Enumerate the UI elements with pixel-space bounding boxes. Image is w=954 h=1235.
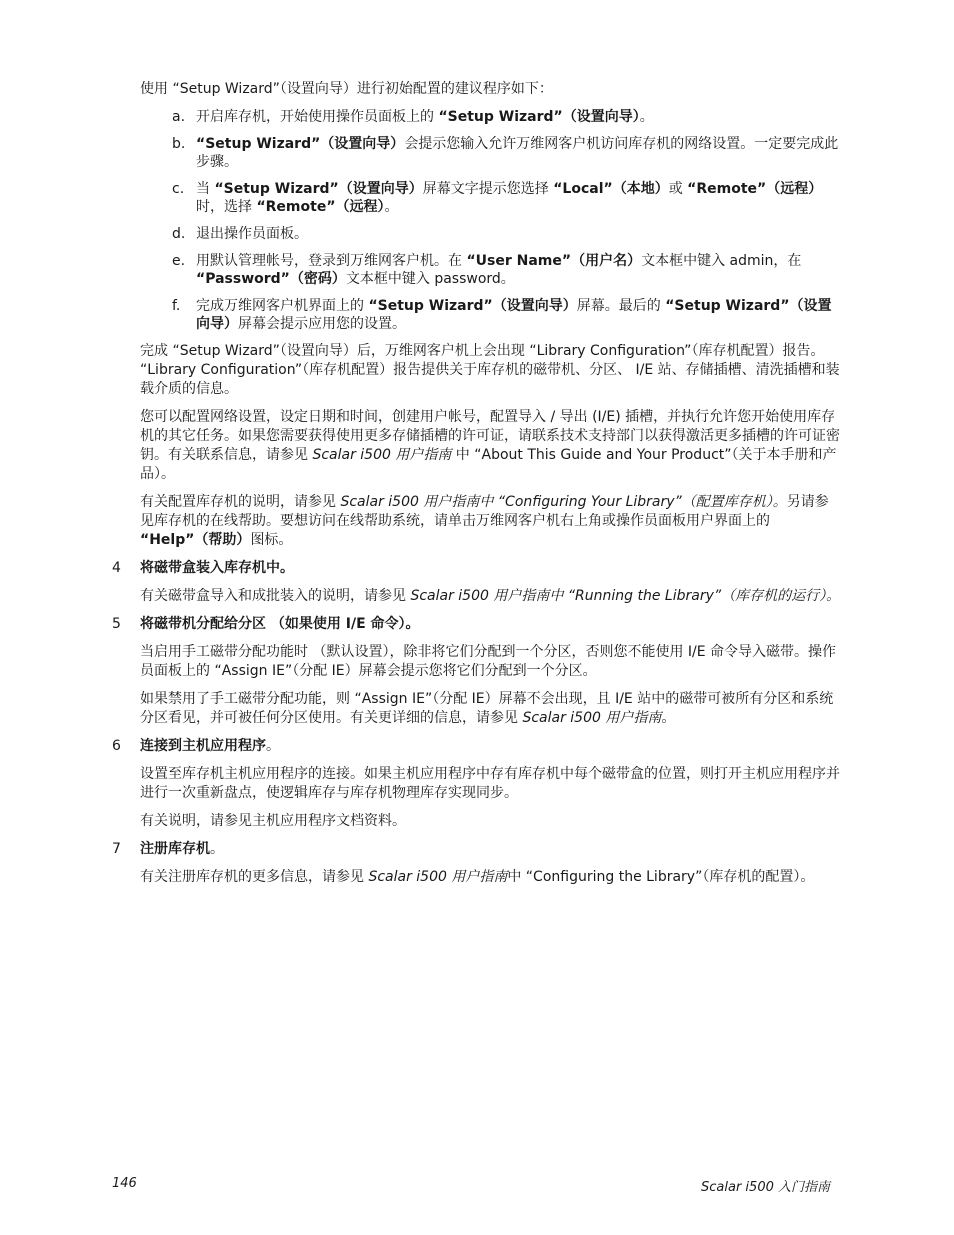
step-f — [172, 297, 842, 333]
section-5-heading — [112, 615, 842, 634]
step-text: 屏幕文字提示您选择 — [422, 181, 554, 197]
ui-term: “Setup Wizard”（设置向导） — [196, 136, 405, 152]
section-6-body-1: 设置至库存机主机应用程序的连接。如果主机应用程序中存有库存机中每个磁带盒的位置，则打开主机应用程序并进行一次重新盘点，使逻辑库存与库存机物理库存实现同步。 — [140, 766, 840, 801]
document-title-footer: Scalar i500 入门指南 — [701, 1180, 830, 1195]
ui-term: “Setup Wizard”（设置向导） — [214, 181, 423, 197]
step-a — [172, 108, 842, 126]
para-text: 如果禁用了手工磁带分配功能，则 “Assign IE”（分配 IE）屏幕不会出现，且 I/E 站中的磁带可被所有分区和系统分区看见，并可被任何分区使用。有关更详细的信息，请参见 — [140, 691, 834, 726]
step-text: 屏幕。最后的 — [576, 298, 666, 314]
step-text: 。 — [384, 199, 399, 215]
section-7-heading — [112, 840, 842, 859]
guide-reference: Scalar i500 用户指南中 “Running the Library”（库存机的运行）。 — [410, 588, 841, 604]
configure-library-paragraph — [140, 493, 842, 550]
guide-reference: Scalar i500 用户指南 — [368, 869, 508, 885]
section-4-body — [140, 587, 842, 606]
section-title: 将磁带机分配给分区 （如果使用 I/E 命令）。 — [140, 616, 420, 632]
para-text: 有关配置库存机的说明，请参见 — [140, 494, 341, 510]
page-number: 146 — [112, 1176, 137, 1191]
step-letter: b. — [172, 136, 186, 152]
network-settings-paragraph — [140, 408, 842, 484]
step-b — [172, 135, 842, 171]
section-number: 7 — [112, 841, 121, 857]
para-text: 图标。 — [250, 532, 293, 548]
para-text: 另请参见库存机的在线帮助。要想访问在线帮助系统，请单击万维网客户机右上角或操作员面板用户界面上的 — [140, 494, 829, 529]
step-text: 当 — [196, 181, 215, 197]
section-title: 连接到主机应用程序 — [140, 738, 266, 754]
step-text: 完成万维网客户机界面上的 — [196, 298, 369, 314]
step-text: 时，选择 — [196, 199, 257, 215]
step-text: 屏幕会提示应用您的设置。 — [238, 316, 406, 332]
ui-term: “Help”（帮助） — [140, 532, 251, 548]
para-text: 有关注册库存机的更多信息，请参见 — [140, 869, 369, 885]
step-letter: e. — [172, 253, 186, 269]
step-letter: d. — [172, 226, 186, 242]
step-c — [172, 180, 842, 216]
ui-term: “Password”（密码） — [196, 271, 346, 287]
guide-reference: Scalar i500 用户指南中 “Configuring Your Library”（配置库存机）。 — [340, 494, 787, 510]
ui-term: “Local”（本地） — [553, 181, 669, 197]
page-content — [112, 80, 842, 896]
step-text: 退出操作员面板。 — [196, 226, 308, 242]
para-text: 。 — [661, 710, 676, 726]
step-text: 开启库存机，开始使用操作员面板上的 — [196, 109, 439, 125]
section-number: 5 — [112, 616, 121, 632]
section-7-body — [140, 868, 842, 887]
step-text: 文本框中键入 admin，在 — [641, 253, 802, 269]
section-6-body-2: 有关说明，请参见主机应用程序文档资料。 — [140, 813, 406, 829]
step-e — [172, 252, 842, 288]
library-config-paragraph: 完成 “Setup Wizard”（设置向导）后，万维网客户机上会出现 “Library Configuration”（库存机配置）报告。 “Library Configuration”（库存机配置）报告提供关于库存机的磁带机、分区、 I/E 站、存储插槽、清洗插槽和装载介质的信息。 — [140, 343, 840, 397]
step-text: 。 — [639, 109, 654, 125]
step-text: 文本框中键入 password。 — [345, 271, 515, 287]
step-letter: f. — [172, 298, 181, 314]
section-6-heading — [112, 737, 842, 756]
step-text: 用默认管理帐号，登录到万维网客户机。在 — [196, 253, 467, 269]
step-letter: c. — [172, 181, 185, 197]
step-d — [172, 225, 842, 243]
step-text: 或 — [668, 181, 688, 197]
section-5-body-2 — [140, 690, 842, 728]
step-text: 会提示您输入允许万维网客户机访问库存机的网络设置。一定要完成此步骤。 — [196, 136, 839, 170]
section-title-tail: 。 — [266, 738, 280, 754]
section-title: 注册库存机 — [140, 841, 210, 857]
ui-term: “Setup Wizard”（设置向导） — [196, 298, 832, 332]
guide-reference: Scalar i500 用户指南 — [522, 710, 662, 726]
ui-term: “Remote”（远程） — [687, 181, 823, 197]
setup-steps-list — [172, 108, 842, 333]
para-text: 您可以配置网络设置，设定日期和时间，创建用户帐号，配置导入 / 导出 (I/E) 插槽，并执行允许您开始使用库存机的其它任务。如果您需要获得使用更多存储插槽的许可证，请联系技术支持部门以获得激活更多插槽的许可证密钥。有关联系信息，请参见 — [140, 409, 840, 463]
section-title: 将磁带盒装入库存机中。 — [140, 560, 294, 576]
para-text: 中 “Configuring the Library”（库存机的配置）。 — [507, 869, 815, 885]
section-5-body-1: 当启用手工磁带分配功能时 （默认设置），除非将它们分配到一个分区，否则您不能使用 I/E 命令导入磁带。操作员面板上的 “Assign IE”（分配 IE）屏幕会提示您将它们分配到一个分区。 — [140, 644, 837, 679]
intro-paragraph: 使用 “Setup Wizard”（设置向导）进行初始配置的建议程序如下： — [140, 81, 553, 97]
section-4-heading — [112, 559, 842, 578]
ui-term: “Setup Wizard”（设置向导） — [368, 298, 577, 314]
para-text: 有关磁带盒导入和成批装入的说明，请参见 — [140, 588, 411, 604]
section-number: 4 — [112, 560, 121, 576]
ui-term: “Remote”（远程） — [256, 199, 385, 215]
ui-term: “User Name”（用户名） — [466, 253, 642, 269]
ui-term: “Setup Wizard”（设置向导） — [438, 109, 640, 125]
para-text: 中 “About This Guide and Your Product”（关于本手册和产品）。 — [140, 447, 837, 482]
section-title-tail: 。 — [210, 841, 224, 857]
guide-reference: Scalar i500 用户指南 — [312, 447, 452, 463]
section-number: 6 — [112, 738, 121, 754]
step-letter: a. — [172, 109, 186, 125]
